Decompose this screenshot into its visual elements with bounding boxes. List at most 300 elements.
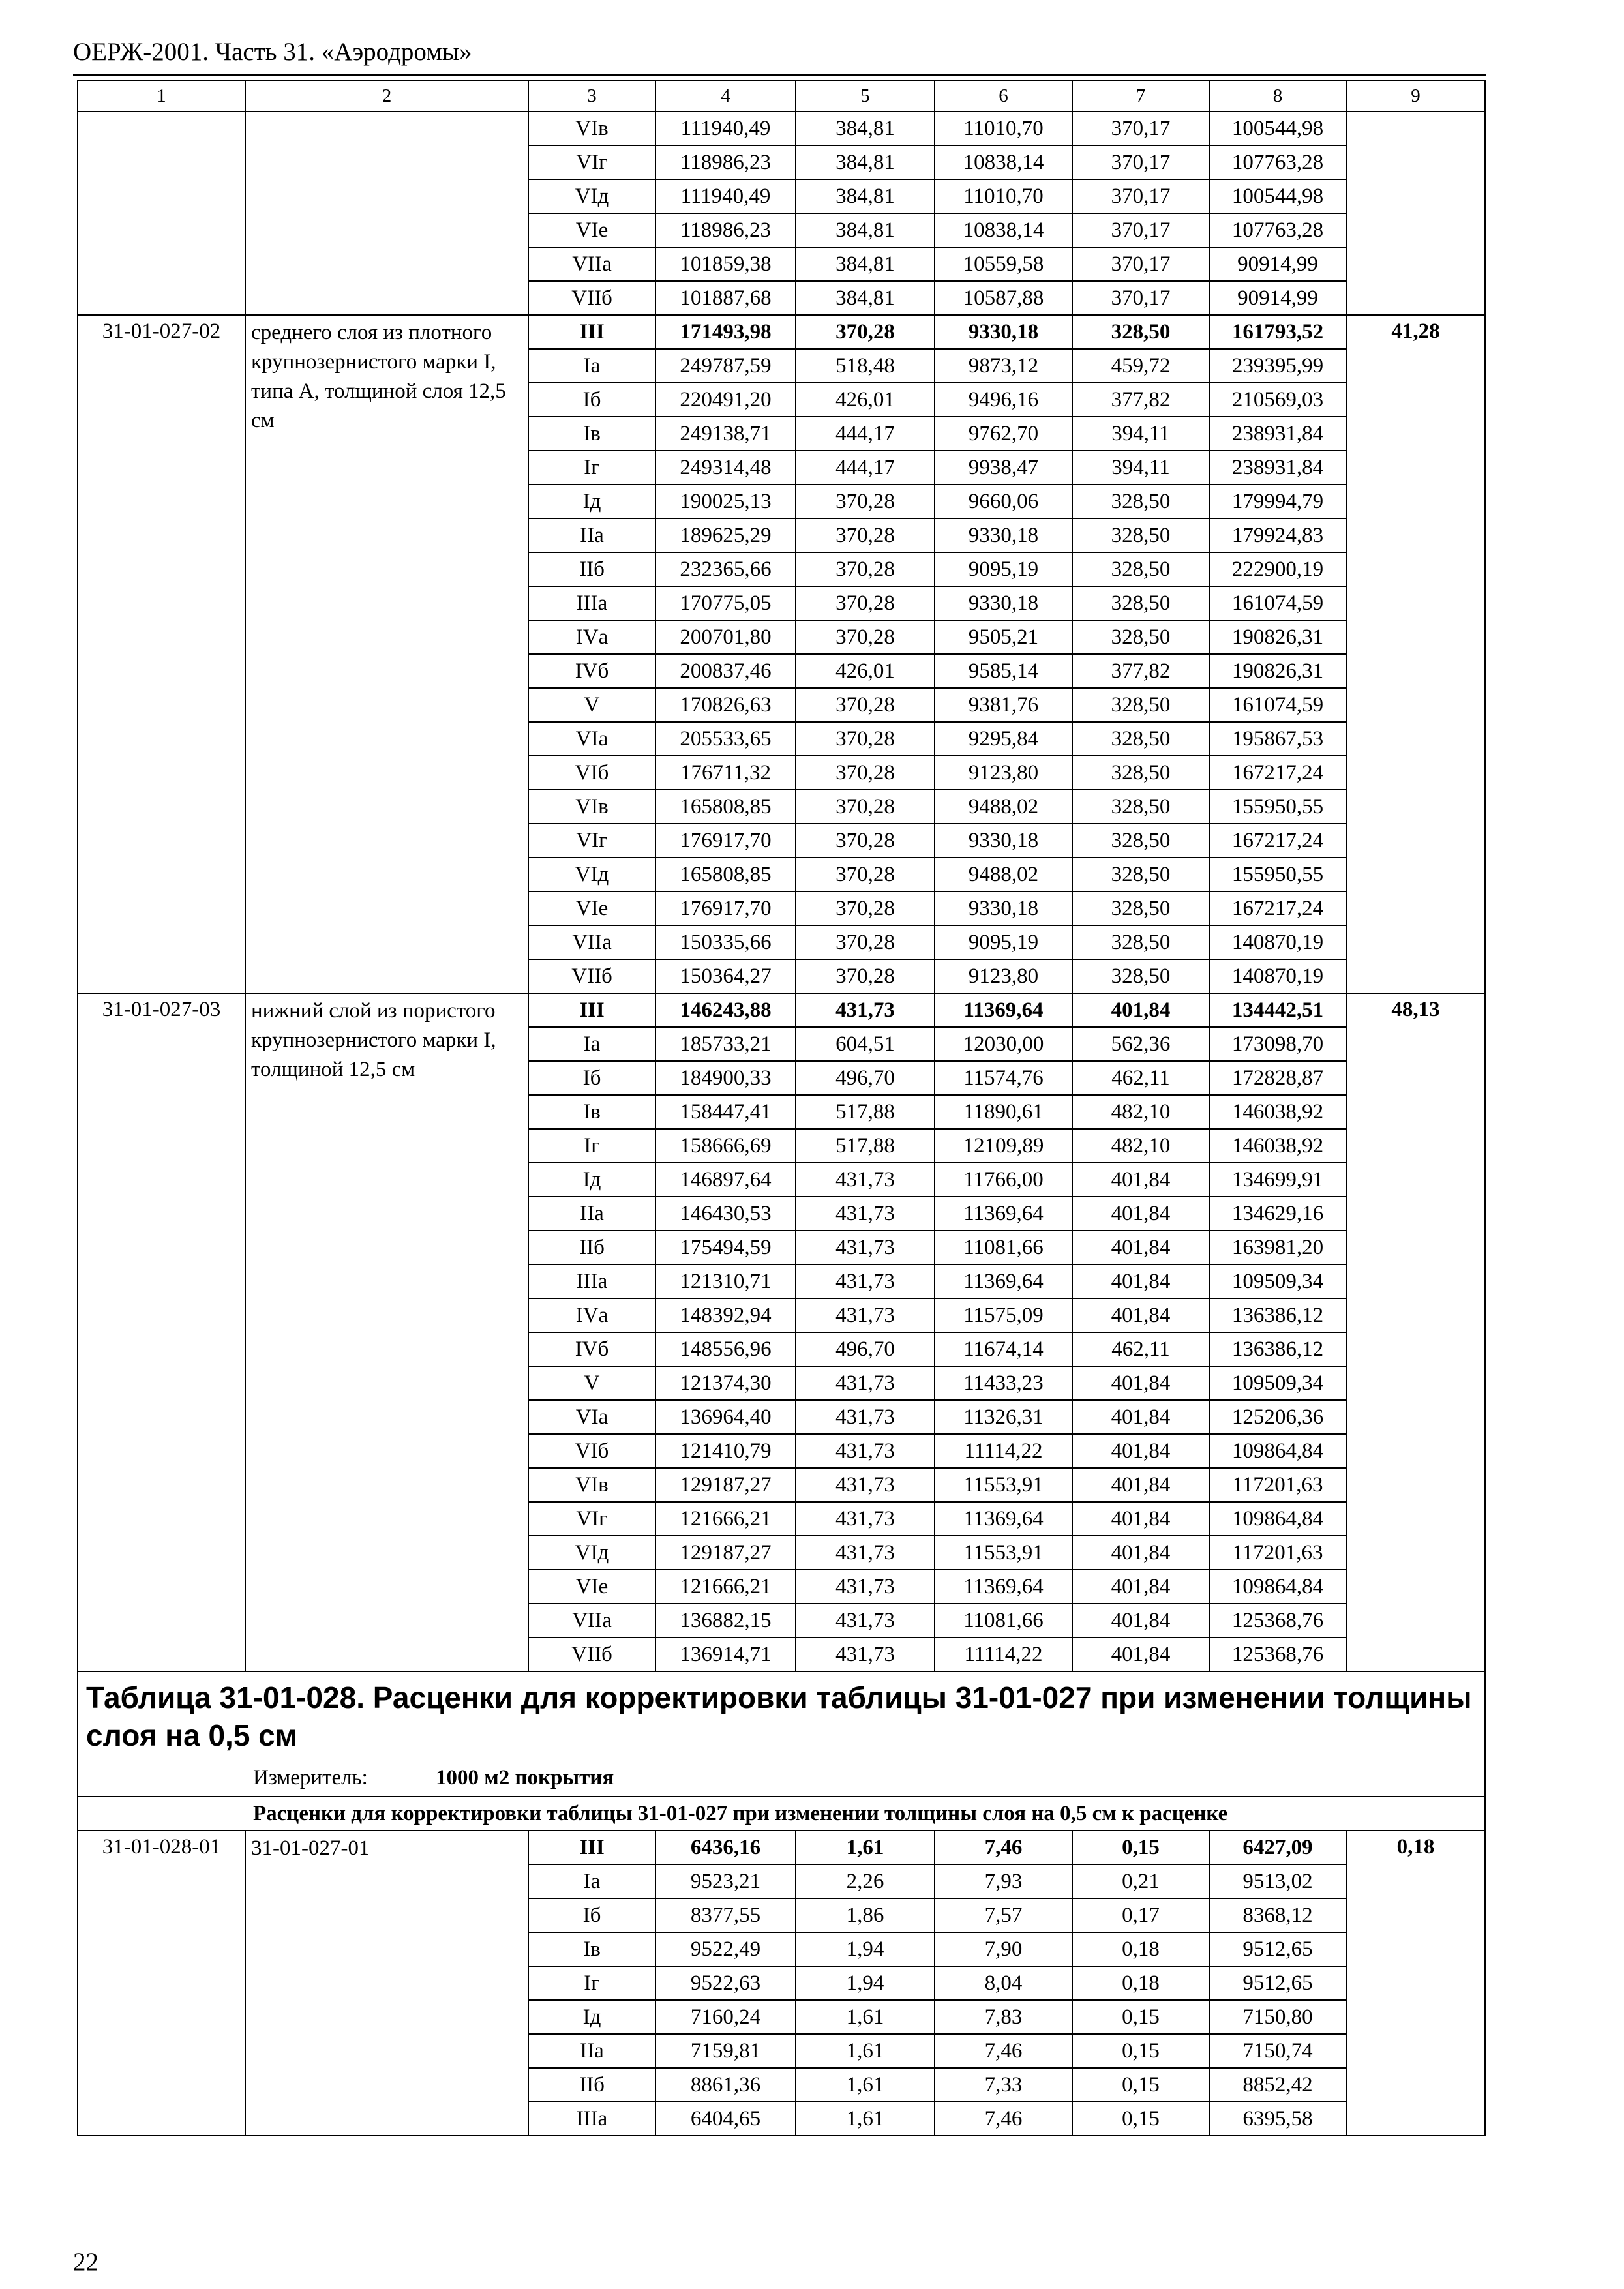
table-cell: 170775,05 <box>655 586 796 620</box>
table-cell: 1,61 <box>796 2068 935 2102</box>
coefficient-cell-empty <box>1346 112 1485 315</box>
table-cell: 401,84 <box>1072 1400 1209 1434</box>
table-cell: 384,81 <box>796 112 935 145</box>
rate-code: 31-01-028-01 <box>78 1831 245 2136</box>
table-cell: 7,83 <box>935 2000 1072 2034</box>
table-cell: 129187,27 <box>655 1468 796 1502</box>
table-cell: 370,28 <box>796 688 935 722</box>
table-cell: 185733,21 <box>655 1027 796 1061</box>
table-cell: 444,17 <box>796 417 935 451</box>
table-cell: VIIа <box>528 247 655 281</box>
table-cell: III <box>528 315 655 349</box>
table-cell: VIIа <box>528 1604 655 1638</box>
table-cell: 444,17 <box>796 451 935 485</box>
table-cell: V <box>528 688 655 722</box>
table-cell: 155950,55 <box>1209 790 1346 824</box>
table-cell: IIб <box>528 1231 655 1264</box>
table-cell: 9095,19 <box>935 552 1072 586</box>
table-cell: 148392,94 <box>655 1298 796 1332</box>
table-cell: 161074,59 <box>1209 688 1346 722</box>
table-cell: 6436,16 <box>655 1831 796 1864</box>
table-cell: 0,18 <box>1072 1932 1209 1966</box>
table-cell: 8377,55 <box>655 1898 796 1932</box>
table-cell: 249787,59 <box>655 349 796 383</box>
table-cell: 146038,92 <box>1209 1129 1346 1163</box>
table-cell: 9512,65 <box>1209 1932 1346 1966</box>
table-cell: 384,81 <box>796 145 935 179</box>
table-cell: IIб <box>528 552 655 586</box>
table-cell: Iв <box>528 1932 655 1966</box>
table-cell: 328,50 <box>1072 959 1209 993</box>
subheading-row <box>78 1797 1485 1831</box>
table-cell: Iа <box>528 349 655 383</box>
table-cell: 8,04 <box>935 1966 1072 2000</box>
table-cell: 10559,58 <box>935 247 1072 281</box>
table-cell: 431,73 <box>796 1434 935 1468</box>
table-cell: 482,10 <box>1072 1129 1209 1163</box>
table-cell: 562,36 <box>1072 1027 1209 1061</box>
table-cell: 117201,63 <box>1209 1536 1346 1570</box>
table-cell: 90914,99 <box>1209 247 1346 281</box>
table-cell: 9873,12 <box>935 349 1072 383</box>
table-cell: 1,61 <box>796 2034 935 2068</box>
table-cell: 0,15 <box>1072 1831 1209 1864</box>
table-cell: 111940,49 <box>655 179 796 213</box>
page-header-title: ОЕРЖ-2001. Часть 31. «Аэродромы» <box>73 38 472 66</box>
table-cell: VIIб <box>528 959 655 993</box>
table-cell: IIа <box>528 518 655 552</box>
table-cell: 161074,59 <box>1209 586 1346 620</box>
table-cell: 136386,12 <box>1209 1298 1346 1332</box>
table-cell: VIIб <box>528 1638 655 1671</box>
table-cell: 401,84 <box>1072 1264 1209 1298</box>
table-cell: 10838,14 <box>935 213 1072 247</box>
table-cell: 431,73 <box>796 1298 935 1332</box>
table-cell: VIв <box>528 1468 655 1502</box>
table-cell: 328,50 <box>1072 925 1209 959</box>
table-cell: 426,01 <box>796 383 935 417</box>
table-cell: 146038,92 <box>1209 1095 1346 1129</box>
table-cell: IIа <box>528 2034 655 2068</box>
table-cell: 129187,27 <box>655 1536 796 1570</box>
table-cell: 7,90 <box>935 1932 1072 1966</box>
table-cell: 9330,18 <box>935 315 1072 349</box>
meter-value: 1000 м2 покрытия <box>436 1766 614 1789</box>
table-cell: 9505,21 <box>935 620 1072 654</box>
table-cell: 7150,80 <box>1209 2000 1346 2034</box>
table-cell: 11010,70 <box>935 179 1072 213</box>
table-cell: IVб <box>528 1332 655 1366</box>
table-row <box>78 993 1485 1027</box>
table-cell: 171493,98 <box>655 315 796 349</box>
table-cell: IIа <box>528 1197 655 1231</box>
table-cell: 2,26 <box>796 1864 935 1898</box>
section-title-row <box>78 1671 1485 1759</box>
table-row <box>78 112 1485 145</box>
table-cell: 11326,31 <box>935 1400 1072 1434</box>
column-number: 4 <box>655 80 796 112</box>
table-cell: 172828,87 <box>1209 1061 1346 1095</box>
table-cell: 431,73 <box>796 1536 935 1570</box>
table-cell: 9522,63 <box>655 1966 796 2000</box>
table-cell: 11574,76 <box>935 1061 1072 1095</box>
table-cell: III <box>528 1831 655 1864</box>
table-cell: VIе <box>528 213 655 247</box>
table-cell: 0,21 <box>1072 1864 1209 1898</box>
table-cell: VIе <box>528 1570 655 1604</box>
table-cell: 370,28 <box>796 858 935 891</box>
table-cell: IIIа <box>528 586 655 620</box>
table-cell: 377,82 <box>1072 383 1209 417</box>
section-subheading: Расценки для корректировки таблицы 31-01-027 при изменении толщины слоя на 0,5 см к расценке <box>78 1797 1485 1831</box>
table-cell: 482,10 <box>1072 1095 1209 1129</box>
table-cell: 6395,58 <box>1209 2102 1346 2136</box>
table-cell: 0,18 <box>1072 1966 1209 2000</box>
table-cell: 11553,91 <box>935 1536 1072 1570</box>
table-cell: 11890,61 <box>935 1095 1072 1129</box>
table-cell: 431,73 <box>796 1231 935 1264</box>
table-cell: 6427,09 <box>1209 1831 1346 1864</box>
table-cell: IIIа <box>528 1264 655 1298</box>
table-cell: VIг <box>528 824 655 858</box>
table-cell: 121666,21 <box>655 1570 796 1604</box>
table-cell: 176917,70 <box>655 891 796 925</box>
table-cell: 328,50 <box>1072 891 1209 925</box>
table-cell: 370,28 <box>796 790 935 824</box>
table-cell: 7160,24 <box>655 2000 796 2034</box>
table-cell: 370,28 <box>796 620 935 654</box>
table-cell: 195867,53 <box>1209 722 1346 756</box>
table-cell: 10838,14 <box>935 145 1072 179</box>
table-cell: 146430,53 <box>655 1197 796 1231</box>
meter-cell <box>78 1759 1485 1797</box>
table-cell: 401,84 <box>1072 1434 1209 1468</box>
table-cell: 167217,24 <box>1209 756 1346 790</box>
table-cell: 9660,06 <box>935 485 1072 518</box>
table-cell: Iб <box>528 383 655 417</box>
table-cell: 401,84 <box>1072 1298 1209 1332</box>
table-cell: 101887,68 <box>655 281 796 315</box>
table-cell: 165808,85 <box>655 858 796 891</box>
table-cell: Iв <box>528 417 655 451</box>
rate-description: нижний слой из пористого крупнозернистого марки I, толщиной 12,5 см <box>245 993 528 1671</box>
table-cell: 140870,19 <box>1209 925 1346 959</box>
table-cell: 370,17 <box>1072 281 1209 315</box>
table-cell: Iг <box>528 1129 655 1163</box>
column-number: 7 <box>1072 80 1209 112</box>
table-cell: 462,11 <box>1072 1061 1209 1095</box>
table-cell: 8861,36 <box>655 2068 796 2102</box>
table-cell: 184900,33 <box>655 1061 796 1095</box>
table-cell: 134699,91 <box>1209 1163 1346 1197</box>
table-cell: 239395,99 <box>1209 349 1346 383</box>
table-cell: 167217,24 <box>1209 891 1346 925</box>
meter-label: Измеритель: <box>253 1766 368 1789</box>
table-cell: 176711,32 <box>655 756 796 790</box>
table-cell: 220491,20 <box>655 383 796 417</box>
table-cell: 431,73 <box>796 1570 935 1604</box>
table-cell: 107763,28 <box>1209 145 1346 179</box>
table-cell: 401,84 <box>1072 1536 1209 1570</box>
table-cell: 190025,13 <box>655 485 796 518</box>
table-cell: 1,94 <box>796 1966 935 2000</box>
table-cell: 9330,18 <box>935 891 1072 925</box>
table-cell: 238931,84 <box>1209 451 1346 485</box>
table-cell: IIIа <box>528 2102 655 2136</box>
table-cell: 431,73 <box>796 1468 935 1502</box>
table-cell: 7150,74 <box>1209 2034 1346 2068</box>
table-cell: 370,28 <box>796 891 935 925</box>
table-cell: 328,50 <box>1072 485 1209 518</box>
table-cell: 328,50 <box>1072 756 1209 790</box>
table-cell: 7,33 <box>935 2068 1072 2102</box>
table-cell: VIв <box>528 112 655 145</box>
table-cell: 370,28 <box>796 552 935 586</box>
table-cell: 9488,02 <box>935 790 1072 824</box>
table-cell: 9095,19 <box>935 925 1072 959</box>
table-cell: 9488,02 <box>935 858 1072 891</box>
table-cell: 370,28 <box>796 824 935 858</box>
table-cell: 158447,41 <box>655 1095 796 1129</box>
rate-code: 31-01-027-02 <box>78 315 245 993</box>
table-cell: 401,84 <box>1072 1604 1209 1638</box>
table-cell: 401,84 <box>1072 1231 1209 1264</box>
table-cell: 328,50 <box>1072 315 1209 349</box>
table-cell: VIд <box>528 179 655 213</box>
table-cell: 200701,80 <box>655 620 796 654</box>
table-cell: Iв <box>528 1095 655 1129</box>
table-cell: 121666,21 <box>655 1502 796 1536</box>
table-cell: 328,50 <box>1072 824 1209 858</box>
table-cell: 109864,84 <box>1209 1502 1346 1536</box>
table-cell: 9330,18 <box>935 518 1072 552</box>
table-cell: 370,28 <box>796 315 935 349</box>
table-cell: 109864,84 <box>1209 1570 1346 1604</box>
table-cell: 462,11 <box>1072 1332 1209 1366</box>
table-cell: 431,73 <box>796 1502 935 1536</box>
table-cell: 431,73 <box>796 1197 935 1231</box>
table-cell: 190826,31 <box>1209 620 1346 654</box>
header-rule <box>73 74 1486 76</box>
table-cell: 7,46 <box>935 1831 1072 1864</box>
table-cell: 496,70 <box>796 1332 935 1366</box>
table-cell: 11081,66 <box>935 1231 1072 1264</box>
table-cell: 370,17 <box>1072 145 1209 179</box>
table-cell: 9512,65 <box>1209 1966 1346 2000</box>
table-cell: 190826,31 <box>1209 654 1346 688</box>
table-cell: 8852,42 <box>1209 2068 1346 2102</box>
table-cell: 125368,76 <box>1209 1604 1346 1638</box>
table-cell: 148556,96 <box>655 1332 796 1366</box>
table-cell: 136882,15 <box>655 1604 796 1638</box>
table-cell: 161793,52 <box>1209 315 1346 349</box>
section-title: Таблица 31-01-028. Расценки для корректировки таблицы 31-01-027 при изменении толщины слоя на 0,5 см <box>78 1671 1485 1759</box>
table-cell: 109509,34 <box>1209 1366 1346 1400</box>
table-cell: 249314,48 <box>655 451 796 485</box>
table-cell: 401,84 <box>1072 993 1209 1027</box>
table-cell: 6404,65 <box>655 2102 796 2136</box>
table-cell: 11114,22 <box>935 1638 1072 1671</box>
table-cell: 604,51 <box>796 1027 935 1061</box>
table-cell: 370,17 <box>1072 179 1209 213</box>
table-cell: 370,28 <box>796 959 935 993</box>
table-cell: 101859,38 <box>655 247 796 281</box>
table-cell: 9123,80 <box>935 756 1072 790</box>
page-number: 22 <box>73 2248 98 2276</box>
table-cell: VIб <box>528 1434 655 1468</box>
table-cell: 155950,55 <box>1209 858 1346 891</box>
table-cell: 401,84 <box>1072 1570 1209 1604</box>
table-cell: 7159,81 <box>655 2034 796 2068</box>
table-cell: 189625,29 <box>655 518 796 552</box>
rate-description: 31-01-027-01 <box>245 1831 528 2136</box>
table-cell: 9585,14 <box>935 654 1072 688</box>
table-cell: 328,50 <box>1072 552 1209 586</box>
meter-row <box>78 1759 1485 1797</box>
table-cell: 125368,76 <box>1209 1638 1346 1671</box>
table-cell: 9295,84 <box>935 722 1072 756</box>
table-cell: 517,88 <box>796 1129 935 1163</box>
table-cell: 249138,71 <box>655 417 796 451</box>
table-cell: 401,84 <box>1072 1197 1209 1231</box>
table-cell: 205533,65 <box>655 722 796 756</box>
table-cell: 179924,83 <box>1209 518 1346 552</box>
table-cell: 163981,20 <box>1209 1231 1346 1264</box>
table-cell: V <box>528 1366 655 1400</box>
table-cell: VIб <box>528 756 655 790</box>
table-cell: IVб <box>528 654 655 688</box>
table-row <box>78 1831 1485 1864</box>
table-cell: 401,84 <box>1072 1502 1209 1536</box>
table-cell: 384,81 <box>796 247 935 281</box>
column-number: 9 <box>1346 80 1485 112</box>
table-cell: 384,81 <box>796 213 935 247</box>
table-cell: 0,15 <box>1072 2034 1209 2068</box>
rate-coefficient: 41,28 <box>1346 315 1485 993</box>
table-cell: 11369,64 <box>935 1197 1072 1231</box>
table-cell: 90914,99 <box>1209 281 1346 315</box>
table-cell: 328,50 <box>1072 688 1209 722</box>
table-cell: 136386,12 <box>1209 1332 1346 1366</box>
table-cell: VIа <box>528 1400 655 1434</box>
table-cell: Iд <box>528 485 655 518</box>
table-cell: 232365,66 <box>655 552 796 586</box>
table-cell: 12030,00 <box>935 1027 1072 1061</box>
table-cell: 121310,71 <box>655 1264 796 1298</box>
table-cell: 150335,66 <box>655 925 796 959</box>
table-cell: IIб <box>528 2068 655 2102</box>
table-cell: 9762,70 <box>935 417 1072 451</box>
table-cell: Iг <box>528 1966 655 2000</box>
table-cell: 401,84 <box>1072 1163 1209 1197</box>
table-cell: 431,73 <box>796 1400 935 1434</box>
table-cell: Iд <box>528 2000 655 2034</box>
rate-coefficient: 0,18 <box>1346 1831 1485 2136</box>
table-cell: 7,93 <box>935 1864 1072 1898</box>
table-cell: 11369,64 <box>935 993 1072 1027</box>
table-cell: 9513,02 <box>1209 1864 1346 1898</box>
table-cell: 107763,28 <box>1209 213 1346 247</box>
table-cell: 328,50 <box>1072 858 1209 891</box>
table-cell: 200837,46 <box>655 654 796 688</box>
table-cell: Iб <box>528 1061 655 1095</box>
table-cell: 370,28 <box>796 756 935 790</box>
table-cell: 11369,64 <box>935 1264 1072 1298</box>
table-cell: VIа <box>528 722 655 756</box>
table-cell: 11674,14 <box>935 1332 1072 1366</box>
table-cell: 146243,88 <box>655 993 796 1027</box>
table-cell: 9123,80 <box>935 959 1072 993</box>
table-cell: 222900,19 <box>1209 552 1346 586</box>
table-cell: 9330,18 <box>935 586 1072 620</box>
table-cell: 1,94 <box>796 1932 935 1966</box>
table-cell: VIIа <box>528 925 655 959</box>
table-cell: 401,84 <box>1072 1638 1209 1671</box>
table-cell: 496,70 <box>796 1061 935 1095</box>
table-cell: 431,73 <box>796 1638 935 1671</box>
table-cell: 394,11 <box>1072 451 1209 485</box>
table-cell: 0,17 <box>1072 1898 1209 1932</box>
table-cell: 7,46 <box>935 2034 1072 2068</box>
table-cell: 175494,59 <box>655 1231 796 1264</box>
table-cell: 11114,22 <box>935 1434 1072 1468</box>
table-cell: IVа <box>528 1298 655 1332</box>
column-number: 3 <box>528 80 655 112</box>
table-cell: 9523,21 <box>655 1864 796 1898</box>
table-cell: 170826,63 <box>655 688 796 722</box>
table-cell: 146897,64 <box>655 1163 796 1197</box>
table-cell: 1,61 <box>796 2000 935 2034</box>
column-number: 5 <box>796 80 935 112</box>
table-cell: 11766,00 <box>935 1163 1072 1197</box>
table-cell: 384,81 <box>796 281 935 315</box>
table-cell: 176917,70 <box>655 824 796 858</box>
table-cell: VIд <box>528 1536 655 1570</box>
table-cell: 401,84 <box>1072 1366 1209 1400</box>
table-cell: 150364,27 <box>655 959 796 993</box>
table-cell: VIд <box>528 858 655 891</box>
table-cell: Iб <box>528 1898 655 1932</box>
column-number: 8 <box>1209 80 1346 112</box>
table-cell: 109864,84 <box>1209 1434 1346 1468</box>
table-cell: 370,17 <box>1072 213 1209 247</box>
table-cell: 9496,16 <box>935 383 1072 417</box>
table-cell: 328,50 <box>1072 620 1209 654</box>
table-cell: 426,01 <box>796 654 935 688</box>
table-cell: 0,15 <box>1072 2000 1209 2034</box>
table-cell: 9381,76 <box>935 688 1072 722</box>
table-cell: VIг <box>528 1502 655 1536</box>
table-cell: 431,73 <box>796 993 935 1027</box>
table-cell: 328,50 <box>1072 518 1209 552</box>
table-cell: 370,28 <box>796 518 935 552</box>
table-cell: 0,15 <box>1072 2102 1209 2136</box>
table-cell: 328,50 <box>1072 586 1209 620</box>
table-cell: 431,73 <box>796 1604 935 1638</box>
table-cell: Iа <box>528 1864 655 1898</box>
table-cell: 431,73 <box>796 1264 935 1298</box>
table-cell: 9330,18 <box>935 824 1072 858</box>
table-cell: 111940,49 <box>655 112 796 145</box>
column-number: 6 <box>935 80 1072 112</box>
table-cell: 136964,40 <box>655 1400 796 1434</box>
table-cell: 370,17 <box>1072 112 1209 145</box>
table-cell: Iг <box>528 451 655 485</box>
table-cell: 518,48 <box>796 349 935 383</box>
rate-code: 31-01-027-03 <box>78 993 245 1671</box>
table-cell: 328,50 <box>1072 790 1209 824</box>
table-cell: 165808,85 <box>655 790 796 824</box>
